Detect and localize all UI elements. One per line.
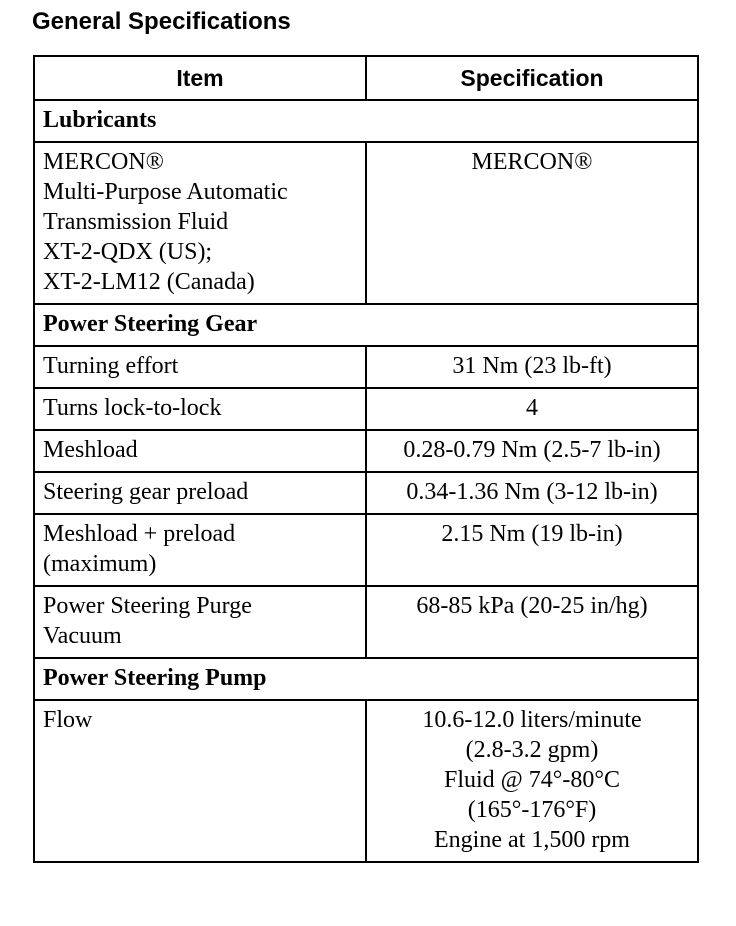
spec-cell — [366, 586, 698, 658]
item-cell — [34, 142, 366, 304]
item-line: Turning effort — [43, 353, 179, 379]
table-row — [34, 586, 698, 658]
column-header-item: Item — [34, 56, 366, 100]
table-row — [34, 700, 698, 862]
section-row-lubricants — [34, 100, 698, 142]
item-line: XT-2-QDX (US); — [43, 239, 213, 265]
page-title: General Specifications — [32, 8, 291, 35]
spec-cell — [366, 346, 698, 388]
spec-line: 4 — [526, 395, 538, 421]
spec-line: 0.28-0.79 Nm (2.5-7 lb-in) — [403, 437, 661, 463]
section-heading-power-steering-gear: Power Steering Gear — [34, 304, 698, 346]
item-cell — [34, 346, 366, 388]
table-row — [34, 514, 698, 586]
spec-cell — [366, 472, 698, 514]
item-line: Vacuum — [43, 623, 122, 649]
table-row — [34, 388, 698, 430]
item-line: Transmission Fluid — [43, 209, 229, 235]
table-row — [34, 142, 698, 304]
item-line: (maximum) — [43, 551, 157, 577]
spec-line: 68-85 kPa (20-25 in/hg) — [416, 593, 648, 619]
spec-line: 2.15 Nm (19 lb-in) — [441, 521, 623, 547]
spec-line: MERCON® — [471, 149, 593, 175]
column-header-specification: Specification — [366, 56, 698, 100]
table-row — [34, 472, 698, 514]
item-line: Meshload — [43, 437, 138, 463]
item-line: Flow — [43, 707, 93, 733]
table-row — [34, 430, 698, 472]
spec-cell — [366, 700, 698, 862]
item-cell — [34, 430, 366, 472]
spec-line: (165°-176°F) — [467, 797, 597, 823]
section-row-power-steering-pump — [34, 658, 698, 700]
item-cell — [34, 586, 366, 658]
item-line: Steering gear preload — [43, 479, 249, 505]
item-line: MERCON® — [43, 149, 164, 175]
spec-cell — [366, 430, 698, 472]
item-cell — [34, 388, 366, 430]
spec-cell — [366, 142, 698, 304]
table-row — [34, 346, 698, 388]
spec-cell — [366, 388, 698, 430]
item-cell — [34, 514, 366, 586]
item-line: Turns lock-to-lock — [43, 395, 222, 421]
section-heading-power-steering-pump: Power Steering Pump — [34, 658, 698, 700]
item-cell — [34, 472, 366, 514]
item-cell — [34, 700, 366, 862]
spec-line: Fluid @ 74°-80°C — [444, 767, 620, 793]
spec-line: (2.8-3.2 gpm) — [465, 737, 599, 763]
item-line: Meshload + preload — [43, 521, 236, 547]
spec-line: 0.34-1.36 Nm (3-12 lb-in) — [406, 479, 658, 505]
item-line: XT-2-LM12 (Canada) — [43, 269, 255, 295]
item-line: Power Steering Purge — [43, 593, 252, 619]
header-row — [34, 56, 698, 100]
specifications-table — [33, 55, 699, 863]
spec-line: 31 Nm (23 lb-ft) — [452, 353, 612, 379]
spec-line: Engine at 1,500 rpm — [434, 827, 630, 853]
spec-cell — [366, 514, 698, 586]
spec-line: 10.6-12.0 liters/minute — [422, 707, 642, 733]
section-row-power-steering-gear — [34, 304, 698, 346]
item-line: Multi-Purpose Automatic — [43, 179, 288, 205]
section-heading-lubricants: Lubricants — [34, 100, 698, 142]
